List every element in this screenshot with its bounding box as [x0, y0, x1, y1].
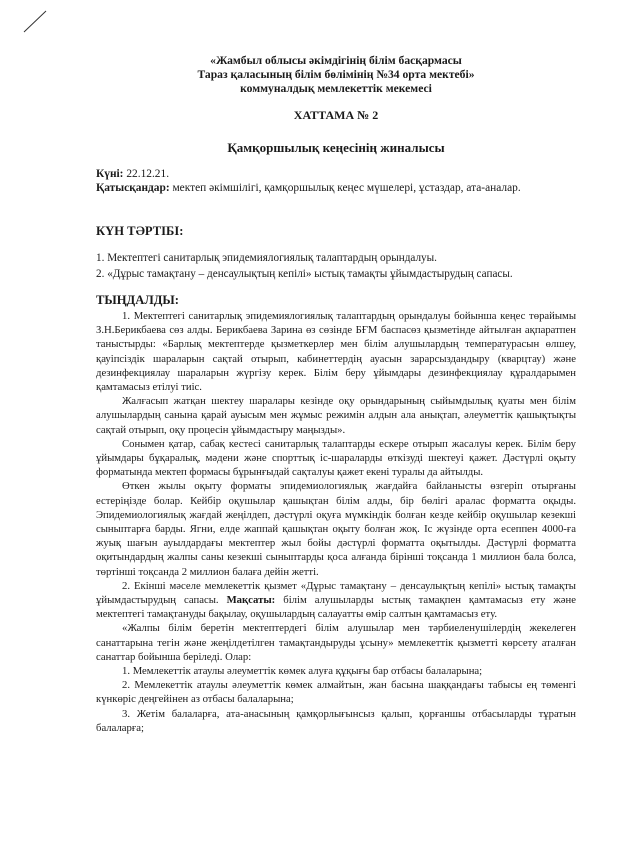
pen-stroke-mark [22, 8, 48, 34]
beneficiary-list [96, 664, 576, 735]
date-value: 22.12.21. [123, 168, 170, 180]
date-label: Күні: [96, 168, 124, 180]
item-2-rest: білім алушыларды ыстық тамақпен қамтамасыз ету және мектептегі тамақтануды бақылау, оқушылардың салауатты өмір салтын қамтамасыз ету. [96, 594, 576, 621]
listened-body [96, 309, 576, 735]
participants-value: мектеп әкімшілігі, қамқоршылық кеңес мүшелері, ұстаздар, ата-аналар. [169, 182, 521, 194]
listened-heading: ТЫҢДАЛДЫ: [96, 293, 179, 307]
agenda-heading: КҮН ТӘРТІБІ: [96, 224, 184, 238]
list-item: 2. Мемлекеттік атаулы әлеуметтік көмек алмайтын, жан басына шаққандағы табысы ең төменгі күнкөріс деңгейінен аз отбасы балаларына; [96, 679, 576, 706]
header-line-3: коммуналдық мемлекеттік мекемесі [240, 82, 432, 95]
document-subtitle: Қамқоршылық кеңесінің жиналысы [227, 140, 445, 155]
list-item: 1. Мемлекеттік атаулы әлеуметтік көмек алуға құқығы бар отбасы балаларына; [122, 665, 483, 678]
item-2-prefix: 2. Екінші мәселе мемлекеттік қызмет «Дұрыс тамақтану – денсаулықтың кепілі» ыстық тамақты ұйымдастырудың сапасы. [96, 579, 576, 607]
agenda-item-2: 2. «Дұрыс тамақтану – денсаулықтың кепілі» ыстық тамақты ұйымдастырудың сапасы. [96, 268, 513, 280]
participants-line [96, 181, 521, 195]
header-line-2: Тараз қаласының білім бөлімінің №34 орта мектебі» [197, 68, 475, 81]
paragraph-2: Жалғасып жатқан шектеу шаралары кезінде оқу орындарының сыйымдылық қуаты мен білім алушылардың санына қарай ауысым мен жұмыс режимін алдын ала анықтап, әлеуметтік қашықтықты сақтай отырып, оқу процесін ұйымдастыру маңызды». [96, 395, 576, 436]
header-line-1: «Жамбыл облысы әкімдігінің білім басқармасы [210, 54, 462, 67]
paragraph-5 [96, 579, 576, 622]
paragraph-6: «Жалпы білім беретін мектептердегі білім алушылар мен тәрбиеленушілердің жекелеген санаттарына тегін және жеңілдетілген тамақтандыруды ұсыну» мемлекеттік қызметті көрсету аталған санаттар бойынша беріледі. Олар: [96, 622, 576, 663]
paragraph-1: 1. Мектептегі санитарлық эпидемиялогиялық талаптардың орындалуы бойынша кеңес төрайымы З.Н.Берикбаева сөз алды. Берикбаева Зарина өз сөзінде БҒМ баспасөз қызметінде айтылған ақпаратпен таныстырды: «Барлық мектептерде қызметкерлер мен білім алушылардың температурасын өлшеу, қауіпсіздік шараларын сақтай отырып, кабинеттердің ауасын зарарсыздандыру (кварцтау) және дезинфекциялау шараларын жүргізу керек. Білім беру ұйымдары дезинфекциялау құралдарымен қамтамасыз етілуі тиіс. [96, 310, 576, 394]
paragraph-4: Өткен жылы оқыту форматы эпидемиологиялық жағдайға байланысты өзгеріп отырғаны естеріңізде болар. Кейбір оқушылар қашықтан білім алды, бір бөлігі аралас форматта оқыды. Эпидемиологиялық жағдай жеңілдеп, дәстүрлі оқуға мүмкіндік болған кезде кейбір оқушылар кезекші сыныптарға барды. Ягни, елде жаппай қашықтан оқыту болған жоқ. Іс жүзінде орта есеппен 4000-ға жуық шағын ауылдардағы мектептер жыл бойы дәстүрлі форматта оқытылды. Дәстүрлі форматта оқитындардың жалпы саны кезекші сыныптарды қоса алғанда бірінші тоқсанда 1 миллион бала болса, төртінші тоқсанда 2 миллион балаға дейін жетті. [96, 480, 576, 578]
goal-label: Мақсаты: [226, 594, 276, 607]
list-item: 3. Жетім балаларға, ата-анасының қамқорлығынсыз қалып, қорғаншы отбасыларды тұратын балаларға; [96, 707, 576, 734]
agenda-item-1: 1. Мектептегі санитарлық эпидемиялогиялық талаптардың орындалуы. [96, 252, 437, 264]
participants-label: Қатысқандар: [96, 182, 170, 194]
paragraph-3: Сонымен қатар, сабақ кестесі санитарлық талаптарды ескере отырып жасалуы керек. Білім беру ұйымдары бұқаралық, мәдени және спорттық іс-шараларды өткізуді шектеуі қажет. Дәстүрлі оқыту форматында мектеп формасы бұрынғыдай сақталуы қажет екені туралы да айтылды. [96, 437, 576, 479]
date-line [96, 167, 169, 181]
document-title: ХАТТАМА № 2 [293, 108, 379, 122]
